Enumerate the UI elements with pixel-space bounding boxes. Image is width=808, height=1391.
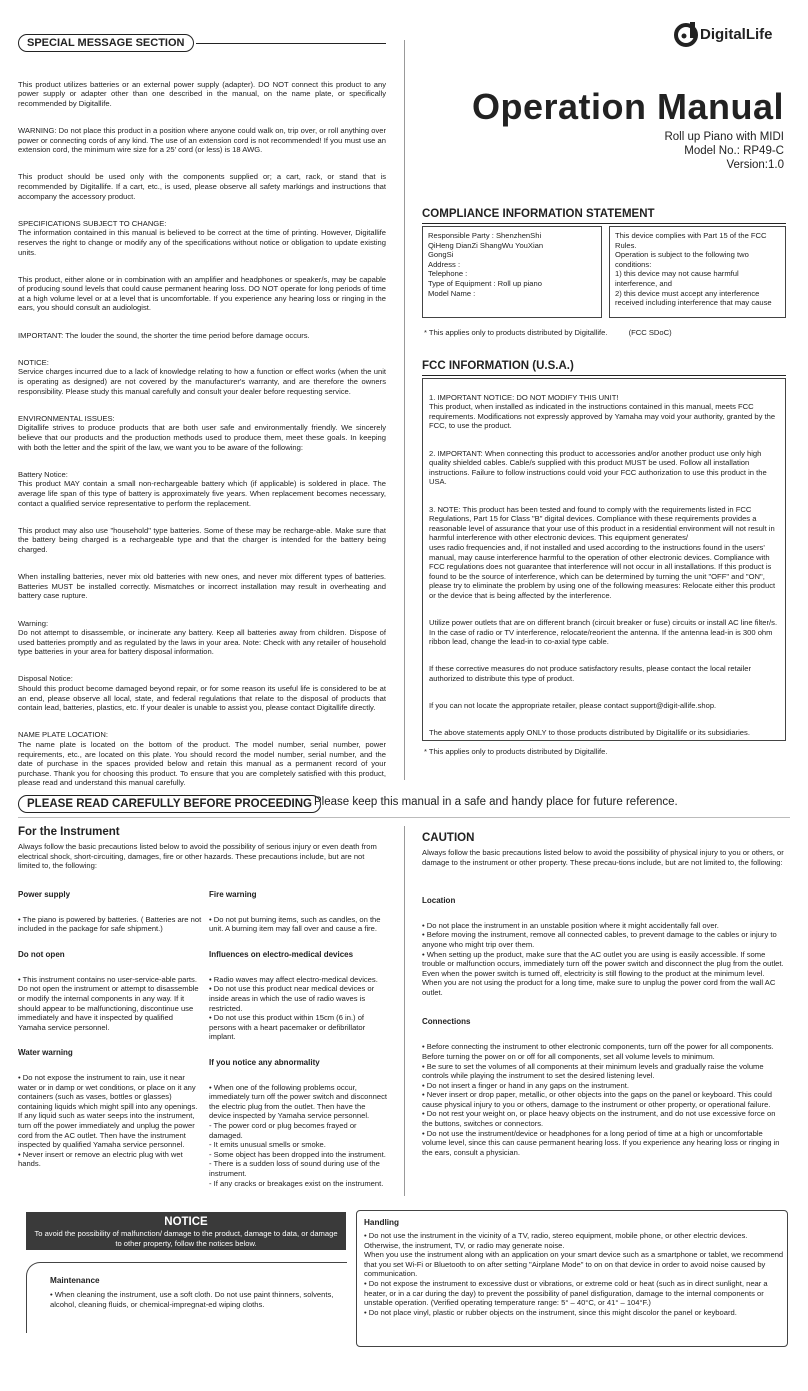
version: Version:1.0 <box>726 159 784 171</box>
caution-location-text: • Do not place the instrument in an unstable position where it might accidentally fall over. • Before moving the instrument, remove all connected cables, to prevent damage to the cables or injury to anyone who might trip over them. • When setting up the product, make sure that the AC outlet you are using is easily accessible. If some trouble or malfunction occurs, immediately turn off the power switch and disconnect the plug from the outlet. Even when the power switch is turned off, electricity is still flowing to the product at the minimum level. When you are not using the product for a long time, make sure to unplug the power cord from the wall AC outlet. <box>422 920 784 997</box>
caution-connections-text: • Before connecting the instrument to other electronic components, turn off the power for all components. Before turning the power on or off for all components, set all volume levels to minimum. • Be sure to set the volumes of all components at their minimum levels and gradually raise the volume controls while playing the instrument to set the desired listening level. • Do not insert a finger or hand in any gaps on the instrument. • Never insert or drop paper, metallic, or other objects into the gaps on the panel or keyboard. This could cause physical injury to you or others, damage to the instrument or other property, or operational failure. • Do not rest your weight on, or place heavy objects on the instrument, and do not use excessive force on the buttons, switches or connectors. • Do not use the instrument/device or headphones for a long period of time at a high or uncomfortable volume level, since this can cause permanent hearing loss. If you experience any hearing loss or ringing in the ears, consult a physician. <box>422 1042 780 1157</box>
caution-intro: Always follow the basic precautions listed below to avoid the possibility of physical injury to you or others, or damage to the instrument or other property. These precau-tions include, but are not limited to, the following: <box>422 848 784 867</box>
precaution-title: Power supply <box>18 889 71 899</box>
title-subtitle <box>420 130 784 172</box>
precaution-text: • This instrument contains no user-service-able parts. Do not open the instrument or attempt to disassemble or modify the internal components in any way. If it should appear to be malfunctioning, discontinue use immediately and have it inspected by qualified Yamaha service personnel. <box>18 974 199 1032</box>
special-para: WARNING: Do not place this product in a position where anyone could walk on, trip over, or roll anything over power or connecting cords of any kind. The use of an extension cord is not recommended! If you must use an extension cord, the minimum wire size for a 25' cord (or less) is 18 AWG. <box>18 125 386 155</box>
fcc-note: * This applies only to products distributed by Digitallife. <box>424 747 608 756</box>
notice-heading: NOTICE <box>164 1216 208 1228</box>
instrument-heading: For the Instrument <box>18 826 120 838</box>
heading-rule <box>196 43 386 44</box>
fcc-para: Utilize power outlets that are on different branch (circuit breaker or fuse) circuits or install AC line filter/s. In the case of radio or TV interference, relocate/reorient the antenna. If the antenna lead-in is 300 ohm ribbon lead, change the lead-in to co-axial type cable. <box>429 618 778 647</box>
heading-rule <box>422 375 786 376</box>
product-name: Roll up Piano with MIDI <box>664 131 784 143</box>
caution-location-title: Location <box>422 895 456 905</box>
special-para: This product, either alone or in combination with an amplifier and headphones or speaker/s, may be capable of producing sound levels that could cause permanent hearing loss. DO NOT operate for long periods of time at a high volume level or at a level that is uncomfortable. If you experience any hearing loss or ringing in the ears, you should consult an audiologist. <box>18 274 386 313</box>
notice-text: To avoid the possibility of malfunction/ damage to the product, damage to data, or damage to other property, follow the notices below. <box>34 1229 338 1248</box>
handling-title: Handling <box>364 1218 400 1227</box>
heading-rule <box>422 223 786 224</box>
special-para: Battery Notice: This product MAY contain a small non-rechargeable battery which (if applicable) is soldered in place. The average life span of this type of battery is approximately five years. When replacement becomes necessary, contact a qualified service representative to perform the replacement. <box>18 469 386 508</box>
special-para: When installing batteries, never mix old batteries with new ones, and never mix different types of batteries. Batteries MUST be installed correctly. Mismatches or incorrect installation may result in overheating and battery case rupture. <box>18 572 386 601</box>
fcc-para: 3. NOTE: This product has been tested and found to comply with the requirements listed in FCC Regulations, Part 15 for Class "B" digital devices. Compliance with these requirements provides a reasonable level of assurance that your use of this product in a residential environment will not result in harmful interference with other electronic devices. This equipment generates/ uses radio frequencies and, if not installed and used according to the instructions found in the users' manual, may cause interference harmful to the operation of other electronic devices. Compliance with FCC regulations does not guarantee that interference will not occur in all installations. If this product is found to be the source of interference, which can be determined by turning the unit "OFF" and "ON", please try to eliminate the problem by using one of the following measures: Relocate either this product or the device that is being affected by the interference. <box>429 504 776 600</box>
precaution-title: If you notice any abnormality <box>209 1057 320 1067</box>
special-para: NOTICE: Service charges incurred due to a lack of knowledge relating to how a function or effect works (when the unit is operating as designed) are not covered by the manufacturer's warranty, and are therefore the owners responsibility. Please study this manual carefully and consult your dealer before requesting service. <box>18 357 386 396</box>
special-para: Disposal Notice: Should this product become damaged beyond repair, or for some reason its useful life is considered to be at an end, please observe all local, state, and federal regulations that relate to the disposal of products that contain lead, batteries, plastics, etc. If your dealer is unable to assist you, please contact Digitallife directly. <box>18 674 386 713</box>
precaution-text: • The piano is powered by batteries. ( Batteries are not included in the package for safe shipment.) <box>18 914 202 934</box>
page-title: Operation Manual <box>471 86 784 127</box>
special-para: ENVIRONMENTAL ISSUES: Digitallife strives to produce products that are both user safe and environmentally friendly. We sincerely believe that our products and the production methods used to produce them, meet these goals. In keeping with both the letter and the spirit of the law, we want you to be aware of the following: <box>18 413 386 452</box>
special-para: This product may also use "household" type batteries. Some of these may be recharge-able. Make sure that the battery being charged is a rechargeable type and that the charger is intended for the battery being charged. <box>18 525 386 554</box>
fcc-para: The above statements apply ONLY to those products distributed by Digitallife or its subsidiaries. <box>429 728 750 738</box>
precaution-text: • Do not put burning items, such as candles, on the unit. A burning item may fall over and cause a fire. <box>209 914 381 934</box>
compliance-note: * This applies only to products distributed by Digitallife. (FCC SDoC) <box>424 328 672 337</box>
instrument-column-1 <box>18 880 202 1185</box>
special-para: SPECIFICATIONS SUBJECT TO CHANGE: The information contained in this manual is believed to be correct at the time of printing. However, Digitallife reserves the right to change or modify any of the specifications without notice or obligation to update existing units. <box>18 218 386 257</box>
fcc-box <box>422 378 786 741</box>
maintenance-title: Maintenance <box>50 1276 100 1285</box>
special-section-heading: SPECIAL MESSAGE SECTION <box>18 34 194 52</box>
precaution-title: Fire warning <box>209 889 257 899</box>
special-para: Warning: Do not attempt to disassemble, or incinerate any battery. Keep all batteries away from children. Dispose of used batteries promptly and as regulated by the laws in your area. Note: Check with any retailer of household type batteries in your area for battery disposal information. <box>18 618 386 657</box>
brand-logo <box>672 20 792 48</box>
column-divider <box>404 826 405 1196</box>
caution-body <box>422 886 786 1173</box>
brand-logo-icon <box>672 20 700 48</box>
notice-banner <box>26 1212 346 1250</box>
fcc-para: 1. IMPORTANT NOTICE: DO NOT MODIFY THIS UNIT! This product, when installed as indicated in the instructions contained in this manual, meets FCC requirements. Modifications not expressly approved by Yamaha may void your authority, granted by the FCC, to use the product. <box>429 392 776 431</box>
brand-name: DigitalLife <box>700 26 773 43</box>
instrument-intro: Always follow the basic precautions listed below to avoid the possibility of serious injury or even death from electrical shock, short-circuiting, damages, fire or other hazards. These precautions include, but are not limited to, the following: <box>18 842 377 871</box>
caution-connections-title: Connections <box>422 1017 471 1027</box>
fcc-para: If these corrective measures do not produce satisfactory results, please contact the local retailer authorized to distribute this type of product. <box>429 664 752 684</box>
please-read-heading: PLEASE READ CAREFULLY BEFORE PROCEEDING <box>18 795 321 813</box>
special-section-body <box>18 70 386 806</box>
compliance-right-box: This device complies with Part 15 of the FCC Rules. Operation is subject to the following two conditions: 1) this device may not cause harmful interference, and 2) this device must accept any interference received including interference that may cause <box>609 226 786 318</box>
special-para: IMPORTANT: The louder the sound, the shorter the time period before damage occurs. <box>18 330 310 340</box>
fcc-para: 2. IMPORTANT: When connecting this product to accessories and/or another product use only high quality shielded cables. Cable/s supplied with this product MUST be used. Follow all installation instructions. Failure to follow instructions could void your FCC authorization to use this product in the USA. <box>429 448 767 487</box>
model-number: Model No.: RP49-C <box>684 145 784 157</box>
fcc-heading: FCC INFORMATION (U.S.A.) <box>422 360 574 372</box>
column-divider <box>404 40 405 780</box>
precaution-text: • Do not expose the instrument to rain, use it near water or in damp or wet conditions, or place on it any containers (such as vases, bottles or glasses) containing liquids which might spill into any openings. If any liquid such as water seeps into the instrument, turn off the power immediately and unplug the power cord from the AC outlet. Then have the instrument inspected by qualified Yamaha service personnel. • Never insert or remove an electric plug with wet hands. <box>18 1073 198 1169</box>
please-read-text: Please keep this manual in a safe and handy place for future reference. <box>314 796 678 808</box>
instrument-column-2 <box>209 880 387 1204</box>
precaution-text: • Radio waves may affect electro-medical devices. • Do not use this product near medical devices or inside areas in which the use of radio waves is restricted. • Do not use this product within 15cm (6 in.) of persons with a heart pacemaker or defibrillator implant. <box>209 974 378 1042</box>
handling-text: • Do not use the instrument in the vicinity of a TV, radio, stereo equipment, mobile phone, or other electric devices. Otherwise, the instrument, TV, or radio may generate noise. When you use the instrument along with an application on your smart device such as a smartphone or tablet, we recommend that you set Wi-Fi or Bluetooth to on after setting "Airplane Mode" to on on that device in order to avoid noise caused by communication. • Do not expose the instrument to excessive dust or vibrations, or extreme cold or heat (such as in direct sunlight, near a heater, or in a car during the day) to prevent the possibility of panel disfiguration, damage to the internal components or unstable operation. (Verified operating temperature range: 5° – 40°C, or 41° – 104°F.) • Do not place vinyl, plastic or rubber objects on the instrument, since this might discolor the panel or keyboard. <box>364 1231 784 1317</box>
precaution-title: Water warning <box>18 1047 73 1057</box>
special-para: This product should be used only with the components supplied or; a cart, rack, or stand that is recommended by Digitallife. If a cart, etc., is used, please observe all safety markings and instructions that accompany the accessory product. <box>18 172 386 201</box>
special-para: This product utilizes batteries or an external power supply (adapter). DO NOT connect this product to any power supply or adapter other than one described in the manual, on the name plate, or specifically recommended by Digitallife. <box>18 79 386 108</box>
section-rule <box>18 817 790 818</box>
precaution-title: Do not open <box>18 949 65 959</box>
maintenance-text: • When cleaning the instrument, use a soft cloth. Do not use paint thinners, solvents, alcohol, cleaning fluids, or chemical-impregnat-ed wiping cloths. <box>50 1290 334 1309</box>
precaution-title: Influences on electro-medical devices <box>209 949 354 959</box>
compliance-heading: COMPLIANCE INFORMATION STATEMENT <box>422 208 655 220</box>
precaution-text: • When one of the following problems occur, immediately turn off the power switch and disconnect the electric plug from the outlet. Then have the device inspected by Yamaha service personnel. - The power cord or plug becomes frayed or damaged. - It emits unusual smells or smoke. - Some object has been dropped into the instrument. - There is a sudden loss of sound during use of the instrument. - If any cracks or breakages exist on the instrument. <box>209 1082 387 1188</box>
compliance-left-box: Responsible Party : ShenzhenShi QiHeng DianZi ShangWu YouXian GongSi Address : Telephone : Type of Equipment : Roll up piano Model Name : <box>422 226 602 318</box>
fcc-para: If you can not locate the appropriate retailer, please contact support@digit-allife.shop. <box>429 701 717 711</box>
special-para: NAME PLATE LOCATION: The name plate is located on the bottom of the product. The model number, serial number, power requirements, etc., are located on this plate. You should record the model number, serial number, and the date of purchase in the spaces provided below and retain this manual as a permanent record of your purchase. Thank you for choosing this product. To ensure that you are completely satisfied with this product, please read and understand this manual carefully. <box>18 730 386 788</box>
caution-heading: CAUTION <box>422 832 475 844</box>
